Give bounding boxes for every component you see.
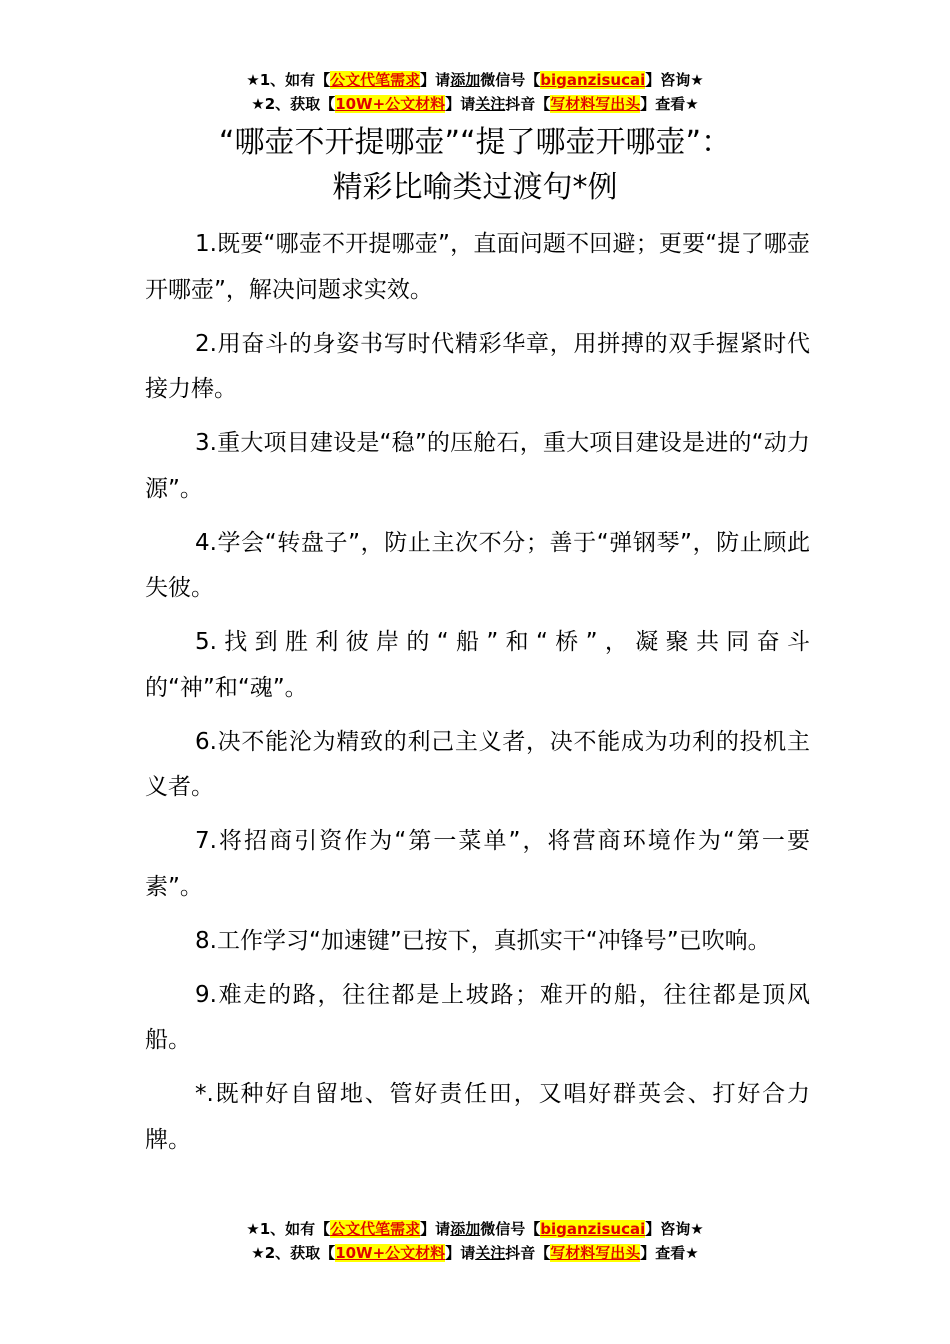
- title-line-2: 精彩比喻类过渡句*例: [332, 170, 618, 205]
- paragraph: 3.重大项目建设是“稳”的压舱石，重大项目建设是进的“动力源”。: [145, 430, 810, 502]
- paragraph: 4.学会“转盘子”，防止主次不分；善于“弹钢琴”，防止顾此失彼。: [145, 529, 810, 601]
- promo-line-1: [0, 68, 950, 92]
- document-body: [145, 222, 810, 1172]
- promo-text: ★1、如有【: [246, 71, 331, 89]
- promo-text: 】咨询★: [645, 1220, 704, 1238]
- paragraph: 1.既要“哪壶不开提哪壶”，直面问题不回避；更要“提了哪壶开哪壶”，解决问题求实效。: [145, 231, 810, 303]
- promo-wechat-id: biganzisucai: [540, 1220, 646, 1238]
- promo-highlight: 公文代笔需求: [330, 71, 421, 89]
- promo-douyin-id: 写材料写出头: [550, 95, 641, 113]
- promo-line-2: [0, 92, 950, 116]
- promo-text: 】请: [420, 1220, 451, 1238]
- promo-text: ★2、获取【: [251, 1244, 336, 1262]
- promo-text: 】请: [445, 1244, 476, 1262]
- promo-text: 】请: [445, 95, 476, 113]
- document-title: [0, 120, 950, 210]
- promo-banner-bottom: [0, 1217, 950, 1265]
- paragraph: 6.决不能沦为精致的利己主义者，决不能成为功利的投机主义者。: [145, 728, 810, 800]
- promo-text: 微信号【: [480, 71, 541, 89]
- promo-text: ★2、获取【: [251, 95, 336, 113]
- promo-wechat-id: biganzisucai: [540, 71, 646, 89]
- promo-banner-top: [0, 68, 950, 116]
- paragraph: 5.找到胜利彼岸的“船”和“桥”，凝聚共同奋斗的“神”和“魂”。: [145, 629, 810, 701]
- promo-text: ★1、如有【: [246, 1220, 331, 1238]
- promo-line-2: [0, 1241, 950, 1265]
- promo-highlight: 10W+公文材料: [335, 1244, 446, 1262]
- title-line-1: “哪壶不开提哪壶”“提了哪壶开哪壶”：: [218, 125, 732, 160]
- promo-text: 抖音【: [505, 95, 551, 113]
- promo-text: 】请: [420, 71, 451, 89]
- promo-highlight: 公文代笔需求: [330, 1220, 421, 1238]
- paragraph: *.既种好自留地、管好责任田，又唱好群英会、打好合力牌。: [145, 1081, 810, 1153]
- promo-emphasis: 添加: [450, 71, 481, 89]
- promo-douyin-id: 写材料写出头: [550, 1244, 641, 1262]
- promo-text: 】查看★: [640, 1244, 699, 1262]
- paragraph: 9.难走的路，往往都是上坡路；难开的船，往往都是顶风船。: [145, 981, 810, 1053]
- promo-text: 抖音【: [505, 1244, 551, 1262]
- paragraph: 8.工作学习“加速键”已按下，真抓实干“冲锋号”已吹响。: [195, 927, 771, 954]
- promo-text: 】咨询★: [645, 71, 704, 89]
- promo-text: 微信号【: [480, 1220, 541, 1238]
- paragraph: 7.将招商引资作为“第一菜单”，将营商环境作为“第一要素”。: [145, 828, 810, 900]
- promo-highlight: 10W+公文材料: [335, 95, 446, 113]
- promo-line-1: [0, 1217, 950, 1241]
- paragraph: 2.用奋斗的身姿书写时代精彩华章，用拼搏的双手握紧时代接力棒。: [145, 330, 810, 402]
- promo-emphasis: 关注: [475, 95, 506, 113]
- promo-text: 】查看★: [640, 95, 699, 113]
- promo-emphasis: 关注: [475, 1244, 506, 1262]
- promo-emphasis: 添加: [450, 1220, 481, 1238]
